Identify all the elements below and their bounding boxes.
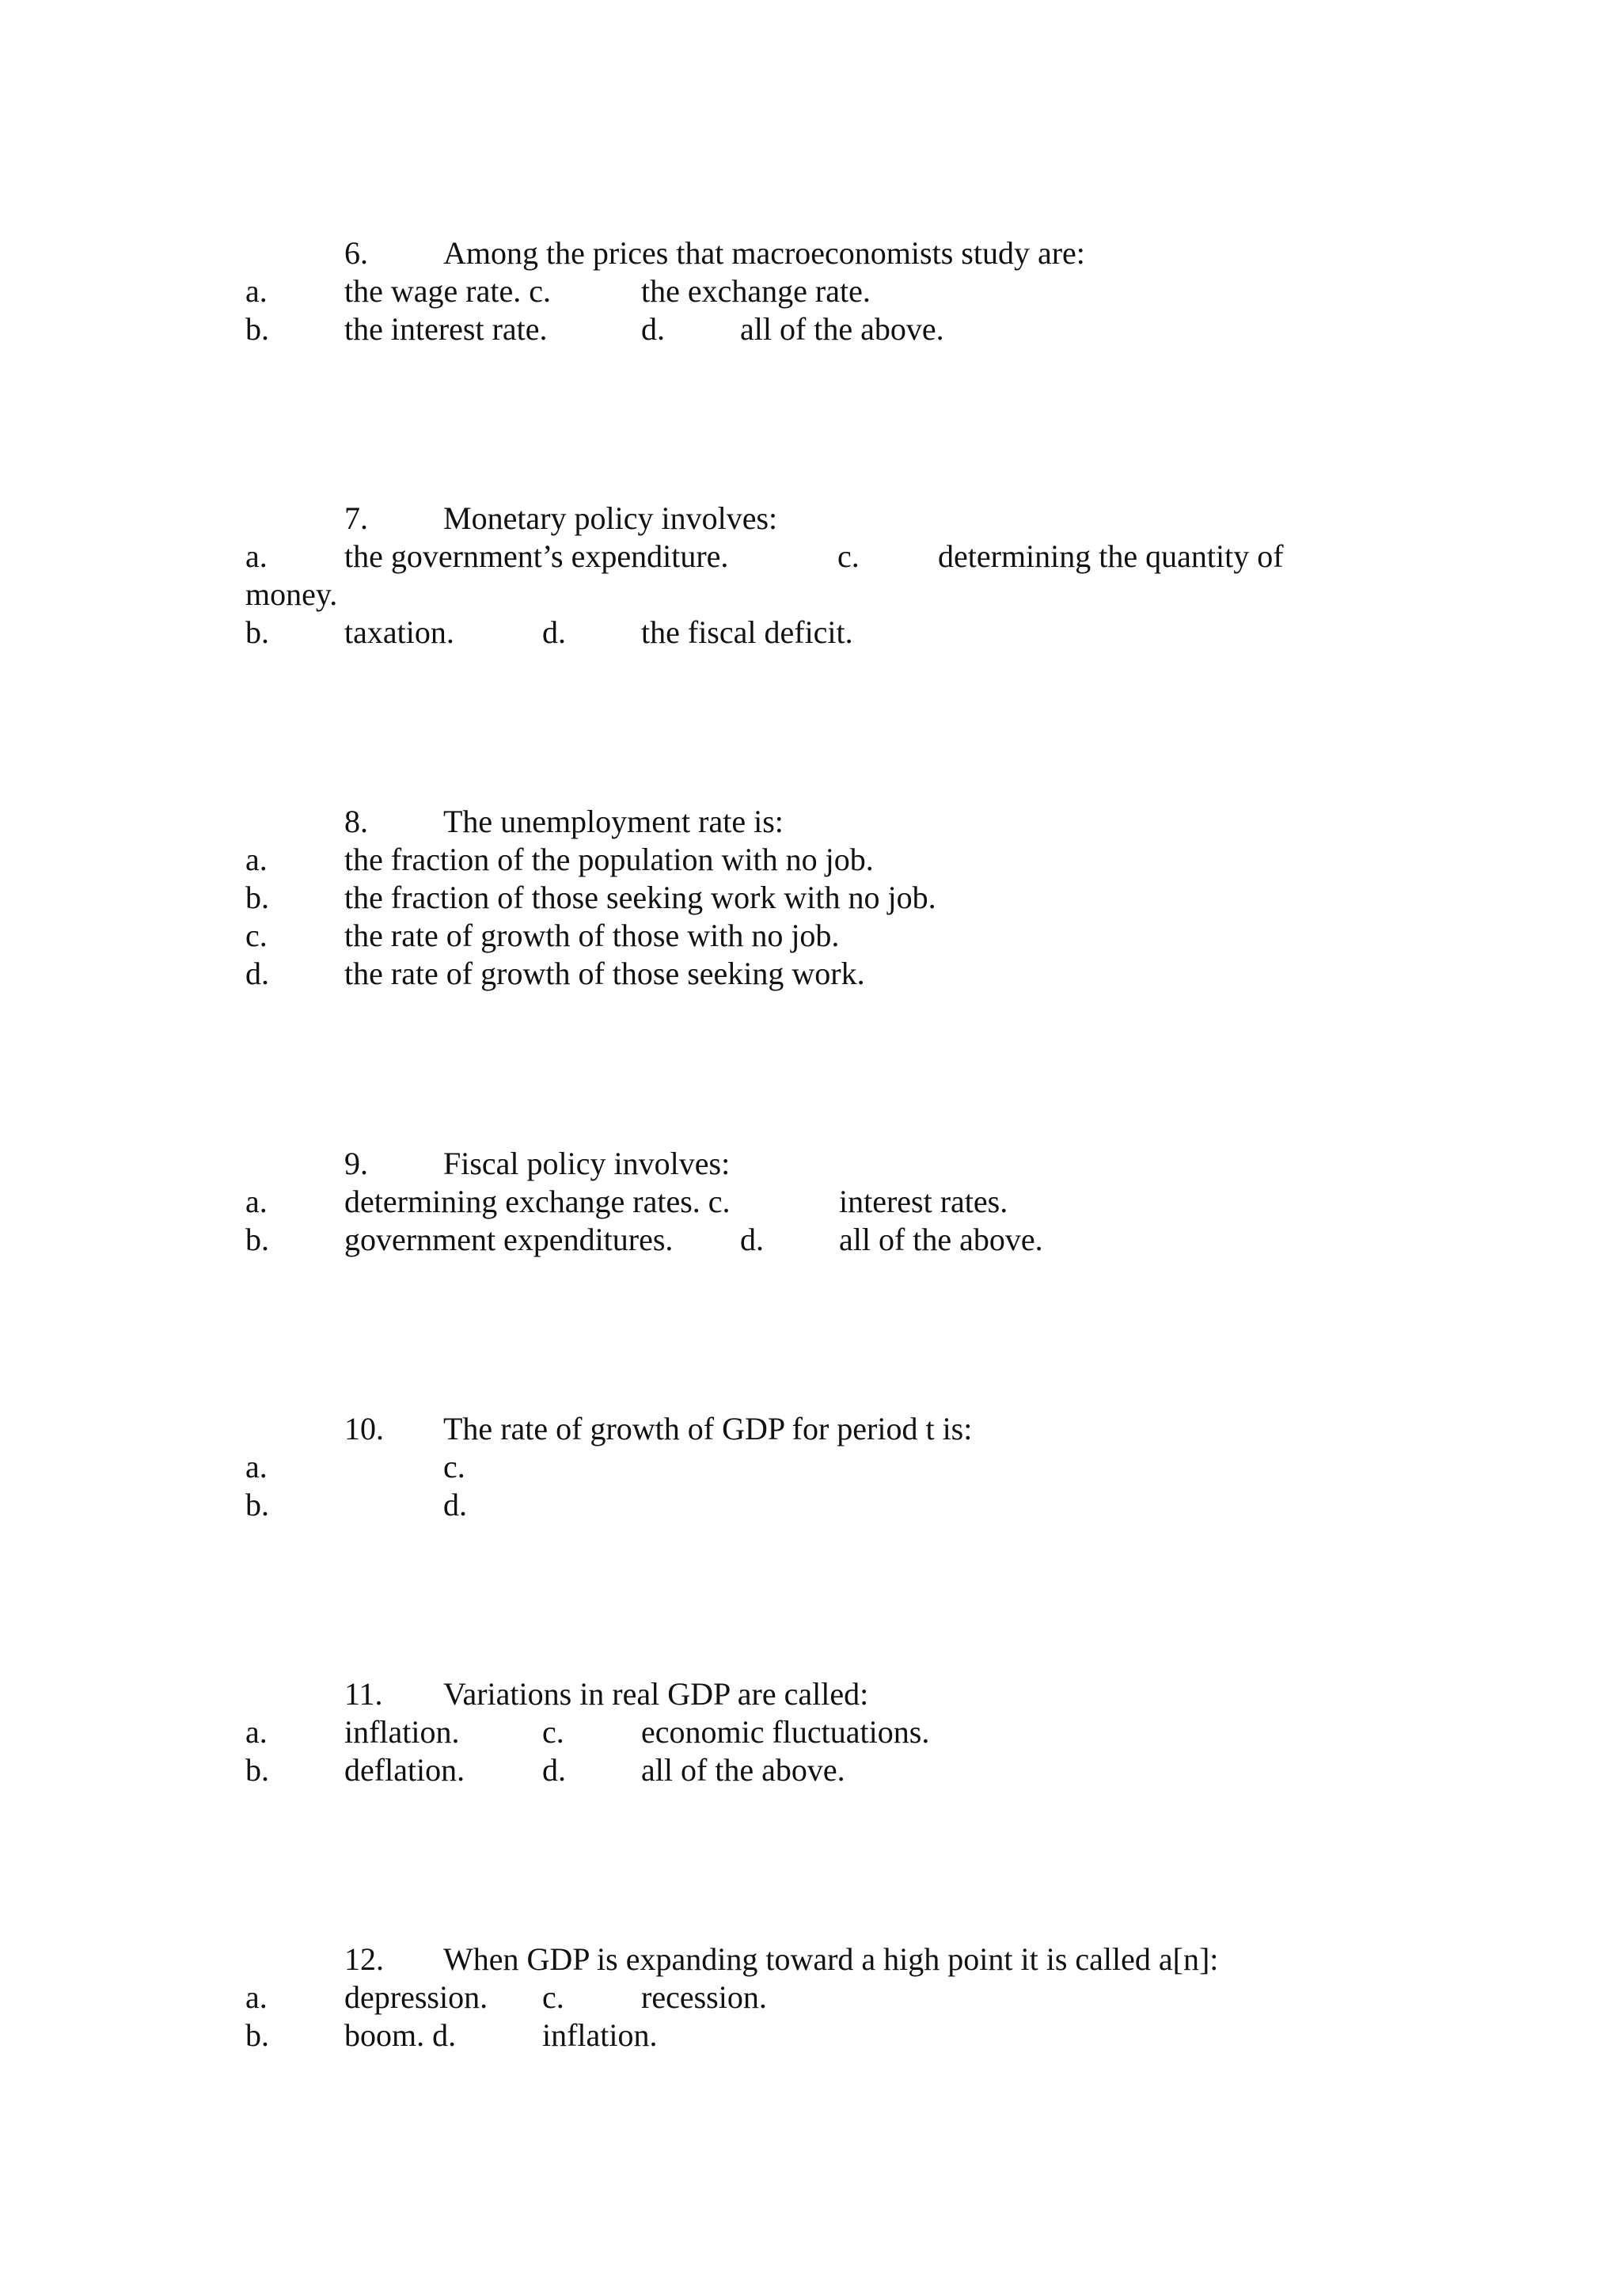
question-8-stem: The unemployment rate is:: [443, 804, 784, 839]
q12-option-a-text: depression.: [344, 1979, 488, 2015]
q9-option-b-letter: b.: [245, 1222, 269, 1257]
q9-option-b-text: government expenditures.: [344, 1222, 674, 1257]
question-10-number: 10.: [344, 1411, 384, 1446]
question-7-stem: Monetary policy involves:: [443, 500, 778, 536]
q7-option-c-letter: c.: [837, 538, 860, 574]
q7-option-b-letter: b.: [245, 614, 269, 650]
q8-option-b-letter: b.: [245, 880, 269, 915]
q8-option-c-letter: c.: [245, 918, 268, 953]
q11-option-c-text: economic fluctuations.: [641, 1714, 930, 1750]
q9-option-a-text: determining exchange rates. c.: [344, 1184, 731, 1219]
q7-option-b-text: taxation.: [344, 614, 454, 650]
q11-option-d-letter: d.: [542, 1752, 566, 1788]
question-11-number: 11.: [344, 1676, 383, 1712]
q12-option-b-text: boom. d.: [344, 2017, 457, 2053]
q6-option-d-letter: d.: [641, 311, 665, 347]
q12-option-c-letter: c.: [542, 1979, 564, 2015]
question-9-stem: Fiscal policy involves:: [443, 1146, 731, 1181]
q7-option-c-continuation: money.: [245, 576, 338, 612]
q6-option-d-text: all of the above.: [740, 311, 944, 347]
q11-option-b-text: deflation.: [344, 1752, 465, 1788]
q9-option-d-letter: d.: [740, 1222, 764, 1257]
q11-option-a-letter: a.: [245, 1714, 268, 1750]
q12-option-c-text: recession.: [641, 1979, 767, 2015]
q11-option-d-text: all of the above.: [641, 1752, 845, 1788]
q6-option-c-text: the exchange rate.: [641, 273, 871, 309]
q7-option-d-letter: d.: [542, 614, 566, 650]
q10-option-a-letter: a.: [245, 1449, 268, 1484]
q9-option-c-text: interest rates.: [839, 1184, 1008, 1219]
question-11-stem: Variations in real GDP are called:: [443, 1676, 869, 1712]
q8-option-b-text: the fraction of those seeking work with no job.: [344, 880, 936, 915]
q8-option-d-text: the rate of growth of those seeking work.: [344, 956, 865, 991]
q12-option-d-text: inflation.: [542, 2017, 658, 2053]
q7-option-a-text: the government’s expenditure.: [344, 538, 729, 574]
q9-option-d-text: all of the above.: [839, 1222, 1043, 1257]
q9-option-a-letter: a.: [245, 1184, 268, 1219]
q11-option-c-letter: c.: [542, 1714, 564, 1750]
question-12-stem: When GDP is expanding toward a high point it is called a[n]:: [443, 1941, 1219, 1977]
question-6-stem: Among the prices that macroeconomists study are:: [443, 235, 1085, 271]
q8-option-d-letter: d.: [245, 956, 269, 991]
q7-option-c-text: determining the quantity of: [938, 538, 1284, 574]
q8-option-a-letter: a.: [245, 842, 268, 877]
q11-option-b-letter: b.: [245, 1752, 269, 1788]
q7-option-a-letter: a.: [245, 538, 268, 574]
question-7-number: 7.: [344, 500, 368, 536]
q10-option-d-letter: d.: [443, 1487, 467, 1522]
q8-option-a-text: the fraction of the population with no job.: [344, 842, 874, 877]
q6-option-b-text: the interest rate.: [344, 311, 548, 347]
q7-option-d-text: the fiscal deficit.: [641, 614, 853, 650]
question-8-number: 8.: [344, 804, 368, 839]
q6-option-a-text: the wage rate. c.: [344, 273, 551, 309]
q6-option-b-letter: b.: [245, 311, 269, 347]
question-9-number: 9.: [344, 1146, 368, 1181]
question-10-stem: The rate of growth of GDP for period t is:: [443, 1411, 973, 1446]
q10-option-c-letter: c.: [443, 1449, 465, 1484]
q11-option-a-text: inflation.: [344, 1714, 460, 1750]
question-6-number: 6.: [344, 235, 368, 271]
q12-option-b-letter: b.: [245, 2017, 269, 2053]
q6-option-a-letter: a.: [245, 273, 268, 309]
q8-option-c-text: the rate of growth of those with no job.: [344, 918, 840, 953]
q12-option-a-letter: a.: [245, 1979, 268, 2015]
question-12-number: 12.: [344, 1941, 384, 1977]
q10-option-b-letter: b.: [245, 1487, 269, 1522]
